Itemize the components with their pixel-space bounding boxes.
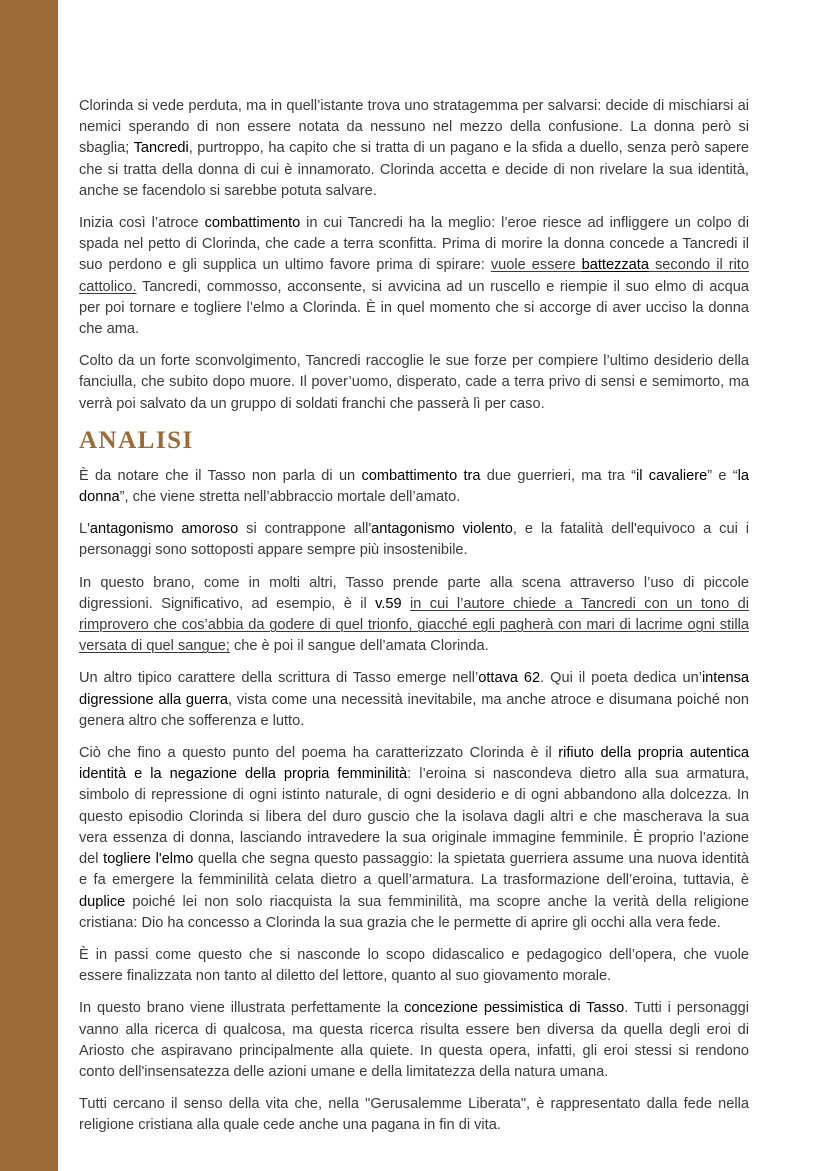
text-run: , e la fatalità dell'equivoco a cui i personaggi sono sottoposti appare sempre più insostenibile. [79,521,749,559]
highlighted-term: combattimento [204,215,301,232]
highlighted-term: antagonismo amoroso [89,521,239,538]
highlighted-term: combattimento tra [361,467,481,484]
text-run: Colto da un forte sconvolgimento, Tancredi raccoglie le sue forze per compiere l’ultimo desiderio della fanciulla, che subito dopo muore. Il pover’uomo, disperato, cade a terra privo di sensi e semimorto, ma verrà poi salvato da un gruppo di soldati franchi che passerà lì per caso. [79,353,749,412]
underlined-text: in cui l’autore chiede a Tancredi con un tono di rimprovero che cos’abbia da godere di quel trionfo, giacché egli pagherà con mari di lacrime ogni stilla versata di quel sangue; [79,595,749,655]
paragraph [79,1094,749,1136]
highlighted-term: ottava 62 [478,670,541,687]
paragraph [79,351,749,415]
underlined-text: secondo il rito cattolico. [79,257,749,295]
highlighted-term: Tancredi [133,140,189,157]
text-run: Inizia così l’atroce [79,215,205,232]
text-run: quella che segna questo passaggio: la spietata guerriera assume una nuova identità e fa emergere la femminilità celata dietro a quell’armatura. La trasformazione dell’eroina, tuttavia, è [79,851,749,889]
text-run: È in passi come questo che si nasconde lo scopo didascalico e pedagogico dell’opera, che vuole essere finalizzata non tanto al diletto del lettore, quanto al suo giovamento morale. [79,946,749,985]
document-body [79,96,749,1148]
highlighted-term: antagonismo violento [371,521,513,538]
text-run: Clorinda si vede perduta, ma in quell’istante trova uno stratagemma per salvarsi: decide di mischiarsi ai nemici sperando di non essere notata da nessuno nel mezzo della confusione. La donna però si sbaglia; [79,98,749,157]
text-run: ” e “ [707,467,738,484]
text-run: In questo brano, come in molti altri, Tasso prende parte alla scena attraverso l’uso di piccole digressioni. Significativo, ad esempio, è il [79,574,749,612]
decorative-side-band [0,0,58,1171]
text-run [402,596,410,612]
section-heading: ANALISI [79,426,194,454]
text-run: si contrappone all' [238,521,372,538]
text-run: : l’eroina si nascondeva dietro alla sua armatura, simbolo di repressione di ogni istinto naturale, di ogni desiderio e di ogni abbandono alla dolcezza. In questo episodio Clorinda si libera del duro guscio che la isolava dagli altri e che mascherava la sua vera essenza di donna, lasciando intravedere la sua originale immagine femminile. È proprio l’azione del [79,766,750,868]
paragraph [79,213,749,340]
text-run: In questo brano viene illustrata perfettamente la [79,1000,405,1017]
highlighted-term: intensa digressione alla guerra [79,670,749,708]
text-run: L' [79,521,90,538]
text-run: Un altro tipico carattere della scrittura di Tasso emerge nell’ [79,670,479,687]
highlighted-term: duplice [79,893,126,910]
text-run: in cui Tancredi ha la meglio: l’eroe riesce ad infliggere un colpo di spada nel petto di Clorinda, che cade a terra sconfitta. Prima di morire la donna concede a Tancredi il suo perdono e gli supplica un ultimo favore prima di spirare: [79,215,749,274]
paragraph [79,519,749,561]
text-run: ”, che viene stretta nell’abbraccio mortale dell’amato. [119,489,461,506]
paragraph [79,945,749,987]
paragraph [79,998,749,1083]
italic-title: Gerusalemme Liberata [370,1096,521,1113]
paragraph [79,668,749,732]
text-run: due guerrieri, ma tra “ [480,467,637,484]
highlighted-term: v.59 [375,595,402,612]
highlighted-term: il cavaliere [636,467,708,484]
paragraph [79,743,749,934]
highlighted-term: la donna [79,467,749,506]
text-run: È da notare che il Tasso non parla di un [79,467,362,484]
text-run: , vista come una necessità inevitabile, ma anche atroce e disumana poiché non genera altro che sofferenza e lutto. [79,691,749,729]
text-run: Tutti cercano il senso della vita che, nella " [79,1096,371,1113]
text-run: poiché lei non solo riacquista la sua femminilità, ma scopre anche la verità della religione cristiana: Dio ha concesso a Clorinda la sua grazia che le permette di aprire gli occhi alla vera fede. [79,893,749,931]
highlighted-term: concezione pessimistica di Tasso [404,1000,625,1017]
text-run: ", è rappresentato dalla fede nella religione cristiana alla quale cede anche una pagana in fin di vita. [79,1096,749,1134]
intro-section [79,96,749,415]
highlighted-term: rifiuto della propria autentica identità e la negazione della propria femminilità [79,745,749,783]
paragraph [79,96,749,202]
paragraph [79,466,749,508]
text-run: Tancredi, commosso, acconsente, si avvicina ad un ruscello e riempie il suo elmo di acqua per poi tornare e togliere l’elmo a Clorinda. È in quel momento che si accorge di aver ucciso la donna che ama. [79,278,749,338]
analysis-section [79,466,749,1137]
underlined-text: battezzata [581,257,649,274]
text-run: , purtroppo, ha capito che si tratta di un pagano e la sfida a duello, senza però sapere che si tratta della donna di cui è innamorato. Clorinda accetta e decide di non rivelare la sua identità, anche se facendolo si sarebbe potuta salvare. [79,140,750,199]
text-run: che è poi il sangue dell’amata Clorinda. [229,638,489,655]
underlined-text: vuole essere [490,257,582,274]
text-run: . Tutti i personaggi vanno alla ricerca di qualcosa, ma questa ricerca risulta essere ben diversa da quella degli eroi di Ariosto che aspiravano principalmente alla quiete. In questa opera, infatti, gli eroi stessi si rendono conto dell'insensatezza delle azioni umane e della limitatezza della natura umana. [79,1000,750,1080]
text-run: . Qui il poeta dedica un’ [540,670,702,687]
highlighted-term: togliere l'elmo [103,851,194,868]
text-run: Ciò che fino a questo punto del poema ha caratterizzato Clorinda è il [79,745,559,762]
paragraph [79,573,749,658]
